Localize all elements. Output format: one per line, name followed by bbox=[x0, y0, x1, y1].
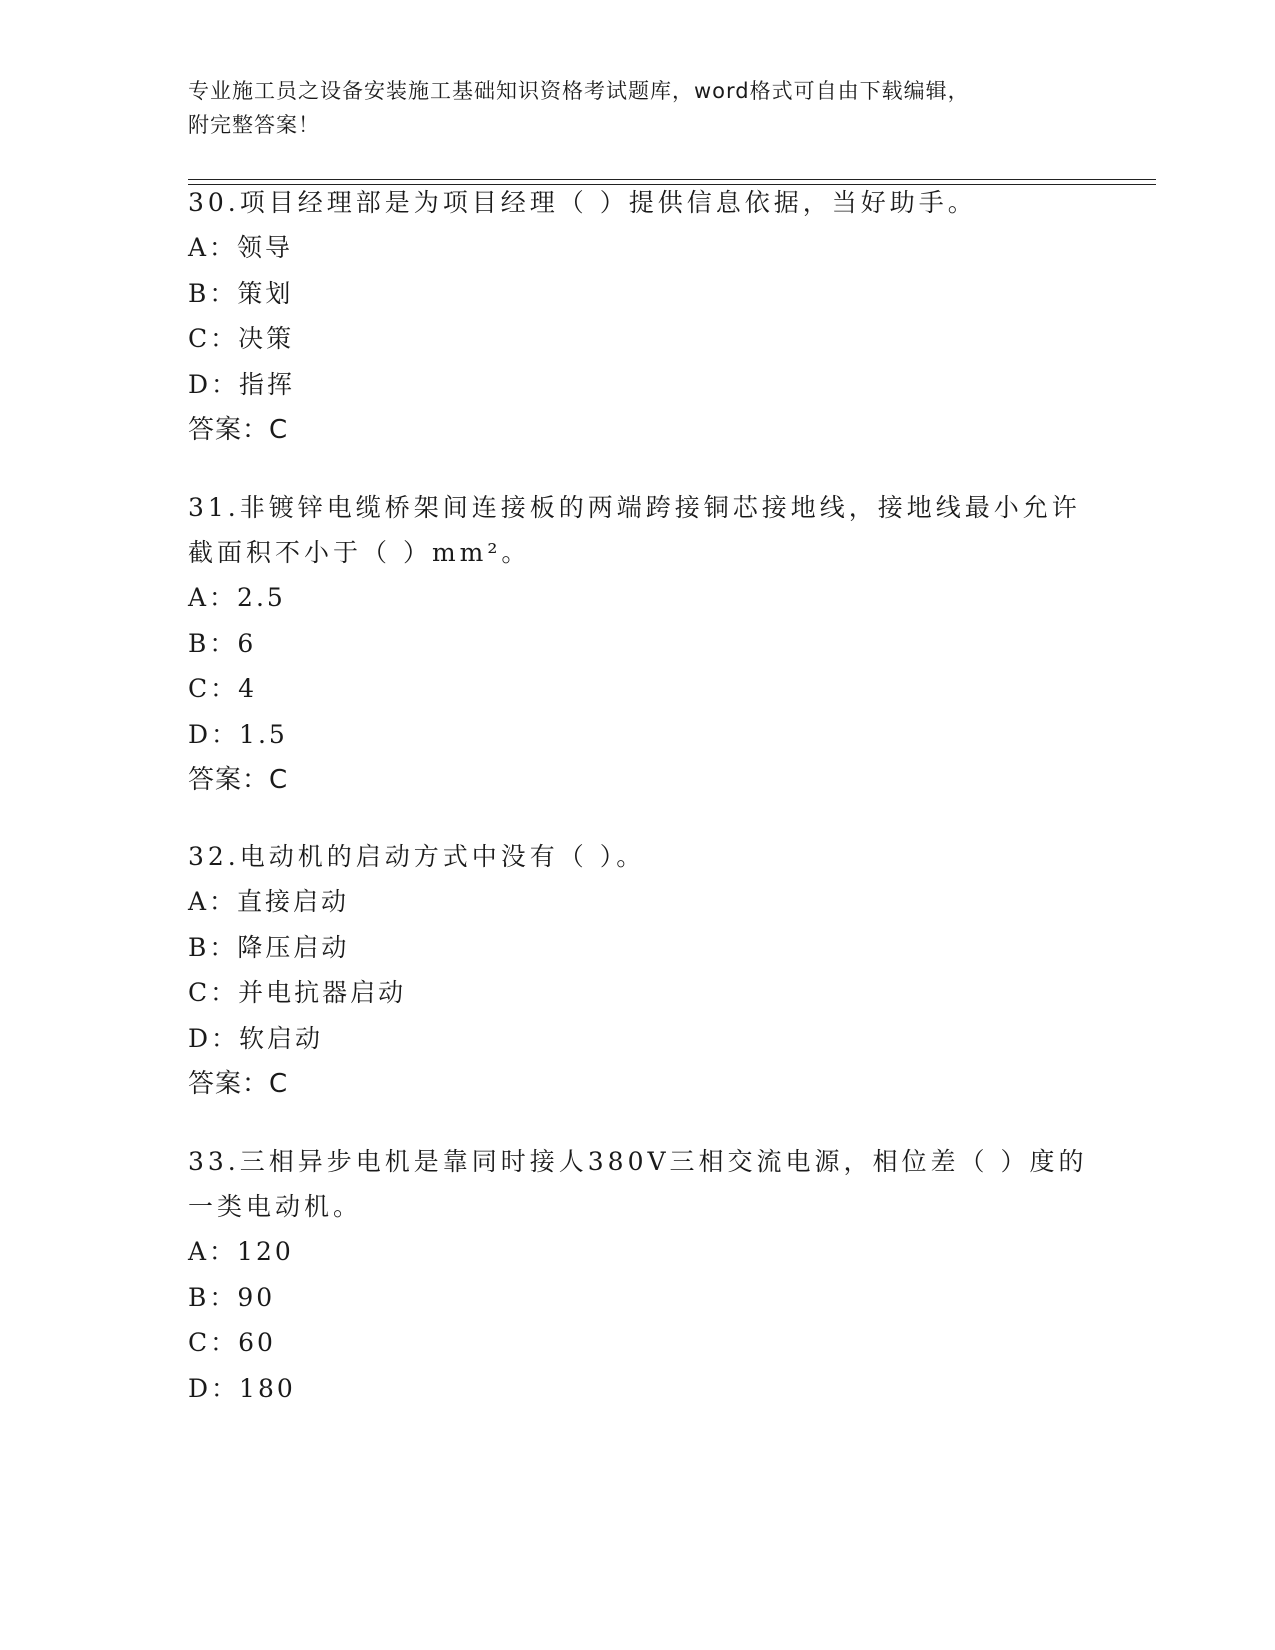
option-a: A：120 bbox=[188, 1237, 294, 1266]
option-a: A：直接启动 bbox=[188, 887, 350, 916]
answer-value: C bbox=[269, 1069, 289, 1099]
question-stem: 32.电动机的启动方式中没有（ ）。 bbox=[188, 842, 646, 871]
question-stem-line-2: 截面积不小于（ ）mm²。 bbox=[188, 538, 531, 567]
question-stem: 30.项目经理部是为项目经理（ ）提供信息依据，当好助手。 bbox=[188, 188, 977, 217]
answer-value: C bbox=[269, 415, 289, 445]
answer-value: C bbox=[269, 765, 289, 795]
question-stem-line-1: 33.三相异步电机是靠同时接人380V三相交流电源，相位差（ ）度的 bbox=[188, 1147, 1088, 1176]
answer-line bbox=[188, 407, 1088, 453]
answer-line bbox=[188, 757, 1088, 803]
question-31 bbox=[188, 485, 1088, 803]
answer-label: 答案： bbox=[188, 1069, 270, 1099]
answer-line bbox=[188, 1061, 1088, 1107]
option-c: C：60 bbox=[188, 1328, 276, 1357]
header-line-2: 附完整答案！ bbox=[188, 113, 320, 137]
question-30 bbox=[188, 180, 1088, 453]
option-b: B：6 bbox=[188, 628, 257, 658]
option-c: C：决策 bbox=[188, 324, 295, 353]
question-32 bbox=[188, 834, 1088, 1107]
option-c: C：并电抗器启动 bbox=[188, 978, 407, 1007]
option-b: B：90 bbox=[188, 1282, 276, 1312]
document-header bbox=[188, 74, 1088, 142]
option-c: C：4 bbox=[188, 674, 258, 703]
option-d: D：软启动 bbox=[188, 1023, 324, 1053]
question-stem-line-1: 31.非镀锌电缆桥架间连接板的两端跨接铜芯接地线，接地线最小允许 bbox=[188, 493, 1081, 522]
answer-label: 答案： bbox=[188, 765, 270, 795]
option-a: A：领导 bbox=[188, 233, 294, 262]
option-d: D：1.5 bbox=[188, 719, 288, 749]
option-a: A：2.5 bbox=[188, 583, 286, 612]
header-line-1: 专业施工员之设备安装施工基础知识资格考试题库，word格式可自由下载编辑， bbox=[188, 79, 970, 103]
question-33 bbox=[188, 1139, 1088, 1411]
option-d: D：180 bbox=[188, 1373, 296, 1403]
question-stem-line-2: 一类电动机。 bbox=[188, 1192, 363, 1221]
answer-label: 答案： bbox=[188, 415, 270, 445]
option-b: B：降压启动 bbox=[188, 932, 350, 962]
option-d: D：指挥 bbox=[188, 369, 296, 399]
option-b: B：策划 bbox=[188, 278, 294, 308]
